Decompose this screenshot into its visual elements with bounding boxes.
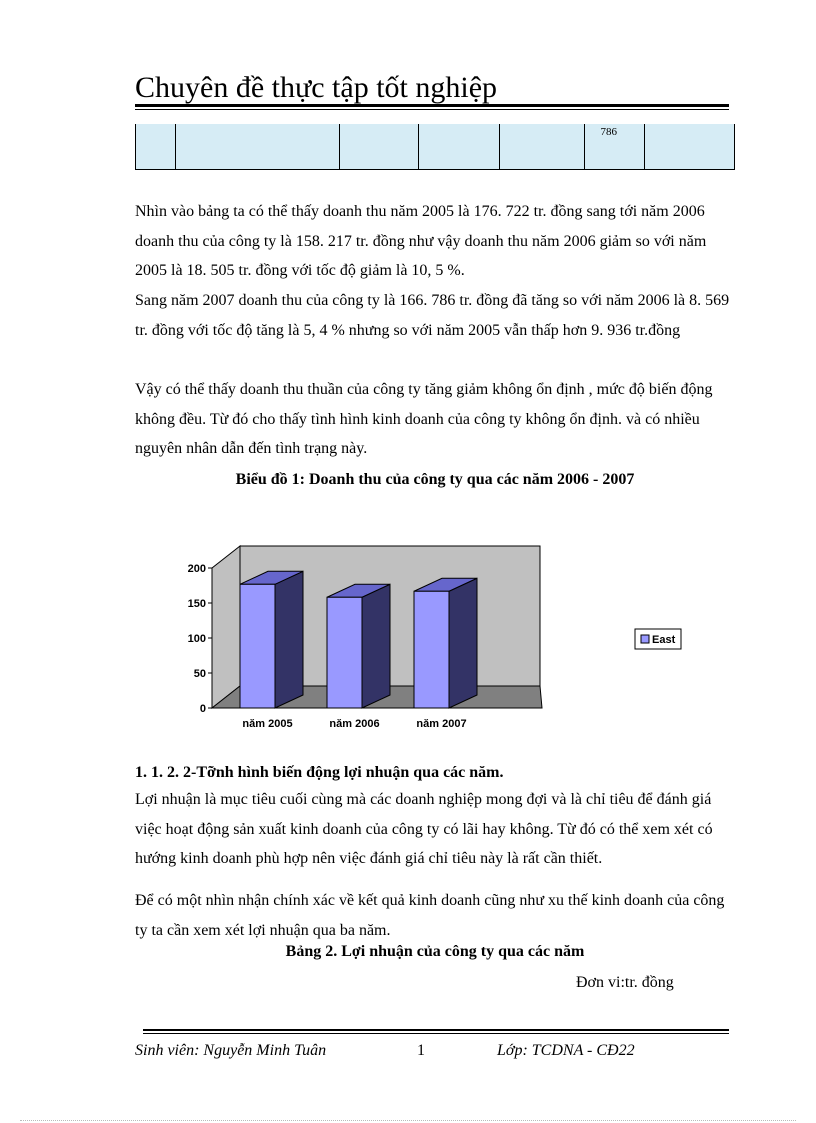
paragraph-profit-intro: Lợi nhuận là mục tiêu cuối cùng mà các doanh nghiệp mong đợi và là chỉ tiêu để đánh giá việc hoạt động sản xuất kinh doanh của công ty có lãi hay không. Từ đó có thể xem xét có hướng kinh doanh phù hợp nên việc đánh giá chỉ tiêu này là rất cần thiết.	[135, 791, 713, 867]
y-tick-label: 0	[199, 703, 206, 715]
footer-rule-thick	[143, 1029, 729, 1031]
bar-năm-2007	[414, 591, 449, 708]
paragraph-profit-analysis: Để có một nhìn nhận chính xác về kết quả kinh doanh cũng như xu thế kinh doanh của công ty ta cần xem xét lợi nhuận qua ba năm.	[135, 892, 725, 939]
page-number: 1	[417, 1042, 425, 1059]
y-tick-label: 200	[187, 563, 206, 575]
footer-student: Sinh viên: Nguyễn Minh Tuân	[135, 1042, 327, 1059]
chart-side-wall	[212, 546, 240, 708]
bar-side	[275, 571, 303, 708]
bar-năm-2006	[327, 597, 362, 708]
x-tick-label: năm 2005	[242, 718, 293, 730]
paragraph-revenue-2006: Nhìn vào bảng ta có thể thấy doanh thu năm 2005 là 176. 722 tr. đồng sang tới năm 2006 doanh thu của công ty là 158. 217 tr. đồng như vậy doanh thu năm 2006 giảm so với năm 2005 là 18. 505 tr. đồng với tốc độ giảm là 10, 5 %.	[135, 203, 707, 279]
y-tick-label: 100	[187, 633, 206, 645]
footer-rule-thin	[143, 1033, 729, 1034]
chart-caption: Biểu đồ 1: Doanh thu của công ty qua các năm 2006 - 2007	[235, 471, 635, 488]
table-cell: 786	[585, 124, 646, 169]
table-cell	[645, 124, 734, 169]
legend-label: East	[652, 634, 676, 646]
y-tick-label: 150	[187, 598, 206, 610]
header-rule-thick	[135, 104, 729, 107]
legend-swatch	[641, 635, 649, 643]
revenue-bar-chart	[175, 538, 695, 738]
bar-side	[449, 578, 477, 708]
unit-label: Đơn vi:tr. đồng	[576, 974, 674, 991]
table-cell	[176, 124, 340, 169]
bar-năm-2005	[240, 584, 275, 708]
paragraph-revenue-conclusion: Vậy có thể thấy doanh thu thuần của công ty tăng giảm không ổn định , mức độ biến động không đều. Từ đó cho thấy tình hình kinh doanh của công ty không ổn định. và có nhiều nguyên nhân dẫn đến tình trạng này.	[135, 381, 713, 457]
paragraph-revenue-2007: Sang năm 2007 doanh thu của công ty là 166. 786 tr. đồng đã tăng so với năm 2006 là 8. 569 tr. đồng với tốc độ tăng là 5, 4 % nhưng so với năm 2005 vẫn thấp hơn 9. 936 tr.đồng	[135, 292, 730, 339]
x-tick-label: năm 2006	[329, 718, 380, 730]
page-edge-divider	[20, 1120, 796, 1121]
table-fragment	[135, 124, 735, 170]
table-cell	[136, 124, 176, 169]
table-cell	[419, 124, 500, 169]
footer-class: Lớp: TCDNA - CĐ22	[497, 1042, 635, 1059]
bar-side	[362, 584, 390, 708]
table-caption: Bảng 2. Lợi nhuận của công ty qua các năm	[285, 943, 585, 960]
header-rule-thin	[135, 109, 729, 110]
table-cell	[340, 124, 419, 169]
x-tick-label: năm 2007	[416, 718, 467, 730]
document-header-title: Chuyên đề thực tập tốt nghiệp	[135, 71, 498, 104]
y-tick-label: 50	[193, 668, 206, 680]
section-heading: 1. 1. 2. 2-Tỡnh hình biến động lợi nhuận qua các năm.	[135, 764, 504, 781]
table-cell	[500, 124, 585, 169]
